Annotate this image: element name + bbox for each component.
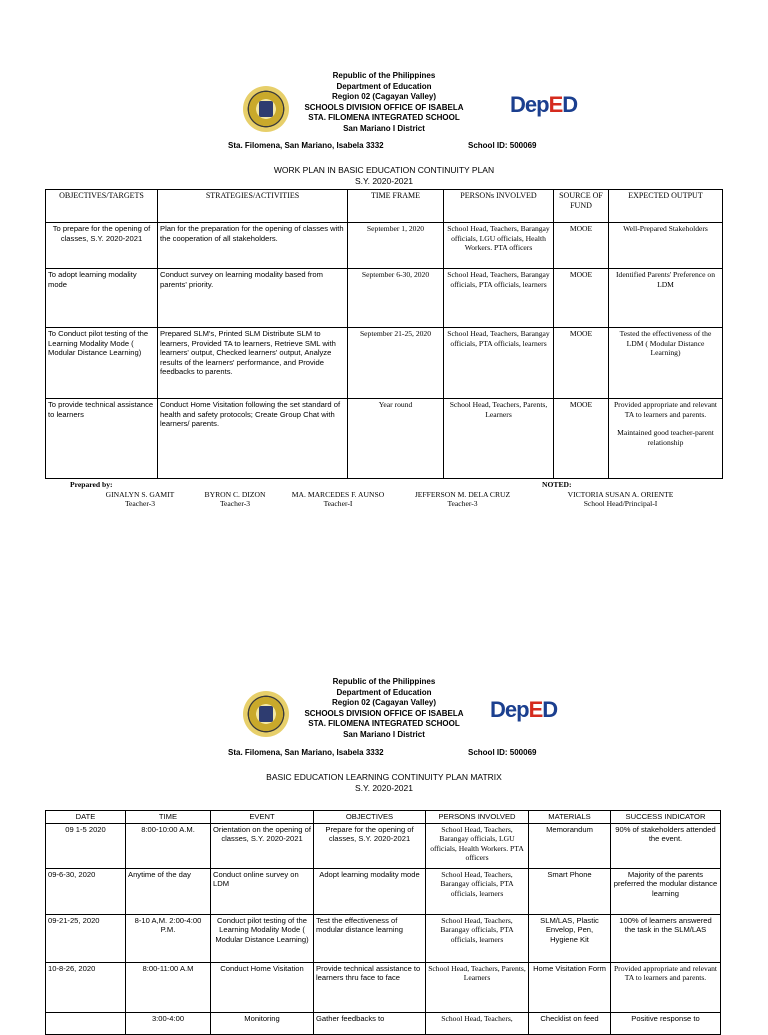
- cell-objective: Test the effectiveness of modular distance learning: [314, 914, 426, 962]
- cell-materials: Home Visitation Form: [529, 962, 611, 1012]
- col-persons: PERSONs INVOLVED: [444, 190, 554, 223]
- signatory: [405, 490, 520, 508]
- cell-persons: School Head, Teachers, Parents, Learners: [444, 399, 554, 479]
- col-success-indicator: SUCCESS INDICATOR: [611, 811, 721, 824]
- cell-date: 09-21-25, 2020: [46, 914, 126, 962]
- cell-time: 3:00-4:00: [126, 1012, 211, 1034]
- cell-materials: Checklist on feed: [529, 1012, 611, 1034]
- col-time: TIME: [126, 811, 211, 824]
- cell-indicator: 90% of stakeholders attended the event.: [611, 823, 721, 868]
- cell-date: 10-8-26, 2020: [46, 962, 126, 1012]
- header-school: STA. FILOMENA INTEGRATED SCHOOL: [308, 113, 460, 122]
- table-row: [46, 823, 721, 868]
- col-objectives: OBJECTIVES/TARGETS: [46, 190, 158, 223]
- cell-fund: MOOE: [554, 223, 609, 269]
- signatory-position: Teacher-3: [219, 499, 251, 508]
- signatory-name: JEFFERSON M. DELA CRUZ: [414, 490, 511, 499]
- header-region: Region 02 (Cagayan Valley): [331, 698, 437, 707]
- table-row: [46, 868, 721, 914]
- table-row: [46, 1012, 721, 1034]
- cell-time: Anytime of the day: [126, 868, 211, 914]
- table-row: [46, 328, 723, 399]
- cell-output: [609, 399, 723, 479]
- workplan-table: [45, 189, 723, 479]
- cell-persons: School Head, Teachers,: [426, 1012, 529, 1034]
- cell-strategy: Plan for the preparation for the opening of classes with the cooperation of all stakeholders.: [158, 223, 348, 269]
- cell-date: [46, 1012, 126, 1034]
- table-row: [46, 399, 723, 479]
- header-school: STA. FILOMENA INTEGRATED SCHOOL: [308, 719, 460, 728]
- col-date: DATE: [46, 811, 126, 824]
- cell-persons: School Head, Teachers, Barangay officials, PTA officials, learners: [426, 914, 529, 962]
- cell-time: 8:00-10:00 A.M.: [126, 823, 211, 868]
- cell-event: Conduct pilot testing of the Learning Modality Mode ( Modular Distance Learning): [211, 914, 314, 962]
- table-row: [46, 269, 723, 328]
- signatory: [558, 490, 683, 508]
- col-fund: SOURCE OF FUND: [554, 190, 609, 223]
- header-department: Department of Education: [336, 687, 432, 697]
- header-district: San Mariano I District: [343, 123, 425, 133]
- cell-time: September 1, 2020: [348, 223, 444, 269]
- header-district: San Mariano I District: [343, 729, 425, 739]
- noted-label: NOTED:: [542, 480, 572, 489]
- col-materials: MATERIALS: [529, 811, 611, 824]
- col-strategies: STRATEGIES/ACTIVITIES: [158, 190, 348, 223]
- output-line: Maintained good teacher-parent relationship: [617, 428, 714, 447]
- cell-persons: School Head, Teachers, Barangay officials, PTA officials, learners: [444, 269, 554, 328]
- col-event: EVENT: [211, 811, 314, 824]
- cell-event: Conduct online survey on LDM: [211, 868, 314, 914]
- signatory-name: BYRON C. DIZON: [204, 490, 266, 499]
- header-region: Region 02 (Cagayan Valley): [331, 92, 437, 101]
- header-school-id: School ID: 500069: [468, 141, 537, 150]
- header-division: SCHOOLS DIVISION OFFICE OF ISABELA: [304, 708, 464, 718]
- cell-materials: Smart Phone: [529, 868, 611, 914]
- cell-output: Tested the effectiveness of the LDM ( Modular Distance Learning): [609, 328, 723, 399]
- cell-time: Year round: [348, 399, 444, 479]
- table-row: [46, 962, 721, 1012]
- cell-event: Monitoring: [211, 1012, 314, 1034]
- output-line: Provided appropriate and relevant TA to learners and parents.: [613, 400, 718, 419]
- signatory-position: Teacher-3: [124, 499, 156, 508]
- header-address: Sta. Filomena, San Mariano, Isabela 3332: [228, 141, 384, 150]
- cell-objective: To provide technical assistance to learners: [46, 399, 158, 479]
- cell-objective: To adopt learning modality mode: [46, 269, 158, 328]
- cell-indicator: Provided appropriate and relevant TA to learners and parents.: [611, 962, 721, 1012]
- cell-fund: MOOE: [554, 269, 609, 328]
- cell-indicator: 100% of learners answered the task in the SLM/LAS: [611, 914, 721, 962]
- signatory-name: MA. MARCEDES F. AUNSO: [291, 490, 385, 499]
- cell-persons: School Head, Teachers, Barangay officials, LGU officials, Health Workers. PTA officers: [444, 223, 554, 269]
- cell-materials: Memorandum: [529, 823, 611, 868]
- cell-objective: Adopt learning modality mode: [314, 868, 426, 914]
- letterhead: [0, 677, 768, 740]
- matrix-title: [0, 772, 768, 794]
- col-objectives: OBJECTIVES: [314, 811, 426, 824]
- signatory-position: Teacher-3: [447, 499, 478, 508]
- prepared-by-label: Prepared by:: [70, 480, 113, 489]
- cell-persons: School Head, Teachers, Barangay officials, PTA officials, learners: [444, 328, 554, 399]
- cell-time: 8:00-11:00 A.M: [126, 962, 211, 1012]
- cell-indicator: Majority of the parents preferred the modular distance learning: [611, 868, 721, 914]
- table-row: [46, 223, 723, 269]
- matrix-sy: S.Y. 2020-2021: [355, 783, 413, 793]
- cell-time: September 21-25, 2020: [348, 328, 444, 399]
- header-republic: Republic of the Philippines: [332, 677, 436, 686]
- col-time-frame: TIME FRAME: [348, 190, 444, 223]
- table-row: [46, 914, 721, 962]
- header-republic: Republic of the Philippines: [332, 71, 436, 80]
- cell-strategy: Prepared SLM's, Printed SLM Distribute SLM to learners, Provided TA to learners, Retrieve SML with learners' output, Checked learners' output, Analyze results of the learners' performance, and Provide feedbacks to parents.: [158, 328, 348, 399]
- cell-output: Identified Parents' Preference on LDM: [609, 269, 723, 328]
- workplan-sy: S.Y. 2020-2021: [355, 176, 413, 186]
- letterhead: [0, 71, 768, 134]
- cell-persons: School Head, Teachers, Parents, Learners: [426, 962, 529, 1012]
- cell-objective: Provide technical assistance to learners thru face to face: [314, 962, 426, 1012]
- matrix-title-text: BASIC EDUCATION LEARNING CONTINUITY PLAN MATRIX: [266, 772, 502, 782]
- cell-persons: School Head, Teachers, Barangay officials, LGU officials, Health Workers. PTA officers: [426, 823, 529, 868]
- signatory: [185, 490, 285, 508]
- deped-logo: DepED: [510, 92, 578, 117]
- cell-indicator: Positive response to: [611, 1012, 721, 1034]
- signatory-name: VICTORIA SUSAN A. ORIENTE: [567, 490, 674, 499]
- cell-date: 09-6-30, 2020: [46, 868, 126, 914]
- signatory-position: School Head/Principal-I: [583, 499, 658, 508]
- col-output: EXPECTED OUTPUT: [609, 190, 723, 223]
- cell-fund: MOOE: [554, 399, 609, 479]
- cell-persons: School Head, Teachers, Barangay officials, PTA officials, learners: [426, 868, 529, 914]
- cell-objective: To Conduct pilot testing of the Learning Modality Mode ( Modular Distance Learning): [46, 328, 158, 399]
- cell-objective: To prepare for the opening of classes, S.Y. 2020-2021: [46, 223, 158, 269]
- cell-time: 8-10 A,M. 2:00-4:00 P.M.: [126, 914, 211, 962]
- cell-objective: Prepare for the opening of classes, S.Y. 2020-2021: [314, 823, 426, 868]
- cell-output: Well-Prepared Stakeholders: [609, 223, 723, 269]
- cell-time: September 6-30, 2020: [348, 269, 444, 328]
- workplan-title: [0, 165, 768, 187]
- header-division: SCHOOLS DIVISION OFFICE OF ISABELA: [304, 102, 464, 112]
- cell-event: Conduct Home Visitation: [211, 962, 314, 1012]
- signatory-name: GINALYN S. GAMIT: [105, 490, 175, 499]
- workplan-title-text: WORK PLAN IN BASIC EDUCATION CONTINUITY PLAN: [273, 165, 495, 175]
- cell-strategy: Conduct Home Visitation following the set standard of health and safety protocols; Create Group Chat with learners/ parents.: [158, 399, 348, 479]
- signatory: [90, 490, 190, 508]
- cell-event: Orientation on the opening of classes, S.Y. 2020-2021: [211, 823, 314, 868]
- col-persons: PERSONS INVOLVED: [426, 811, 529, 824]
- header-address: Sta. Filomena, San Mariano, Isabela 3332: [228, 748, 384, 757]
- cell-fund: MOOE: [554, 328, 609, 399]
- signatory-position: Teacher-I: [323, 499, 353, 508]
- cell-date: 09 1-5 2020: [46, 823, 126, 868]
- cell-strategy: Conduct survey on learning modality based from parents' priority.: [158, 269, 348, 328]
- header-school-id: School ID: 500069: [468, 748, 537, 757]
- cell-objective: Gather feedbacks to: [314, 1012, 426, 1034]
- header-department: Department of Education: [336, 81, 432, 91]
- cell-materials: SLM/LAS, Plastic Envelop, Pen, Hygiene Kit: [529, 914, 611, 962]
- signatory: [283, 490, 393, 508]
- deped-logo: DepED: [490, 697, 558, 722]
- matrix-table: [45, 810, 721, 1035]
